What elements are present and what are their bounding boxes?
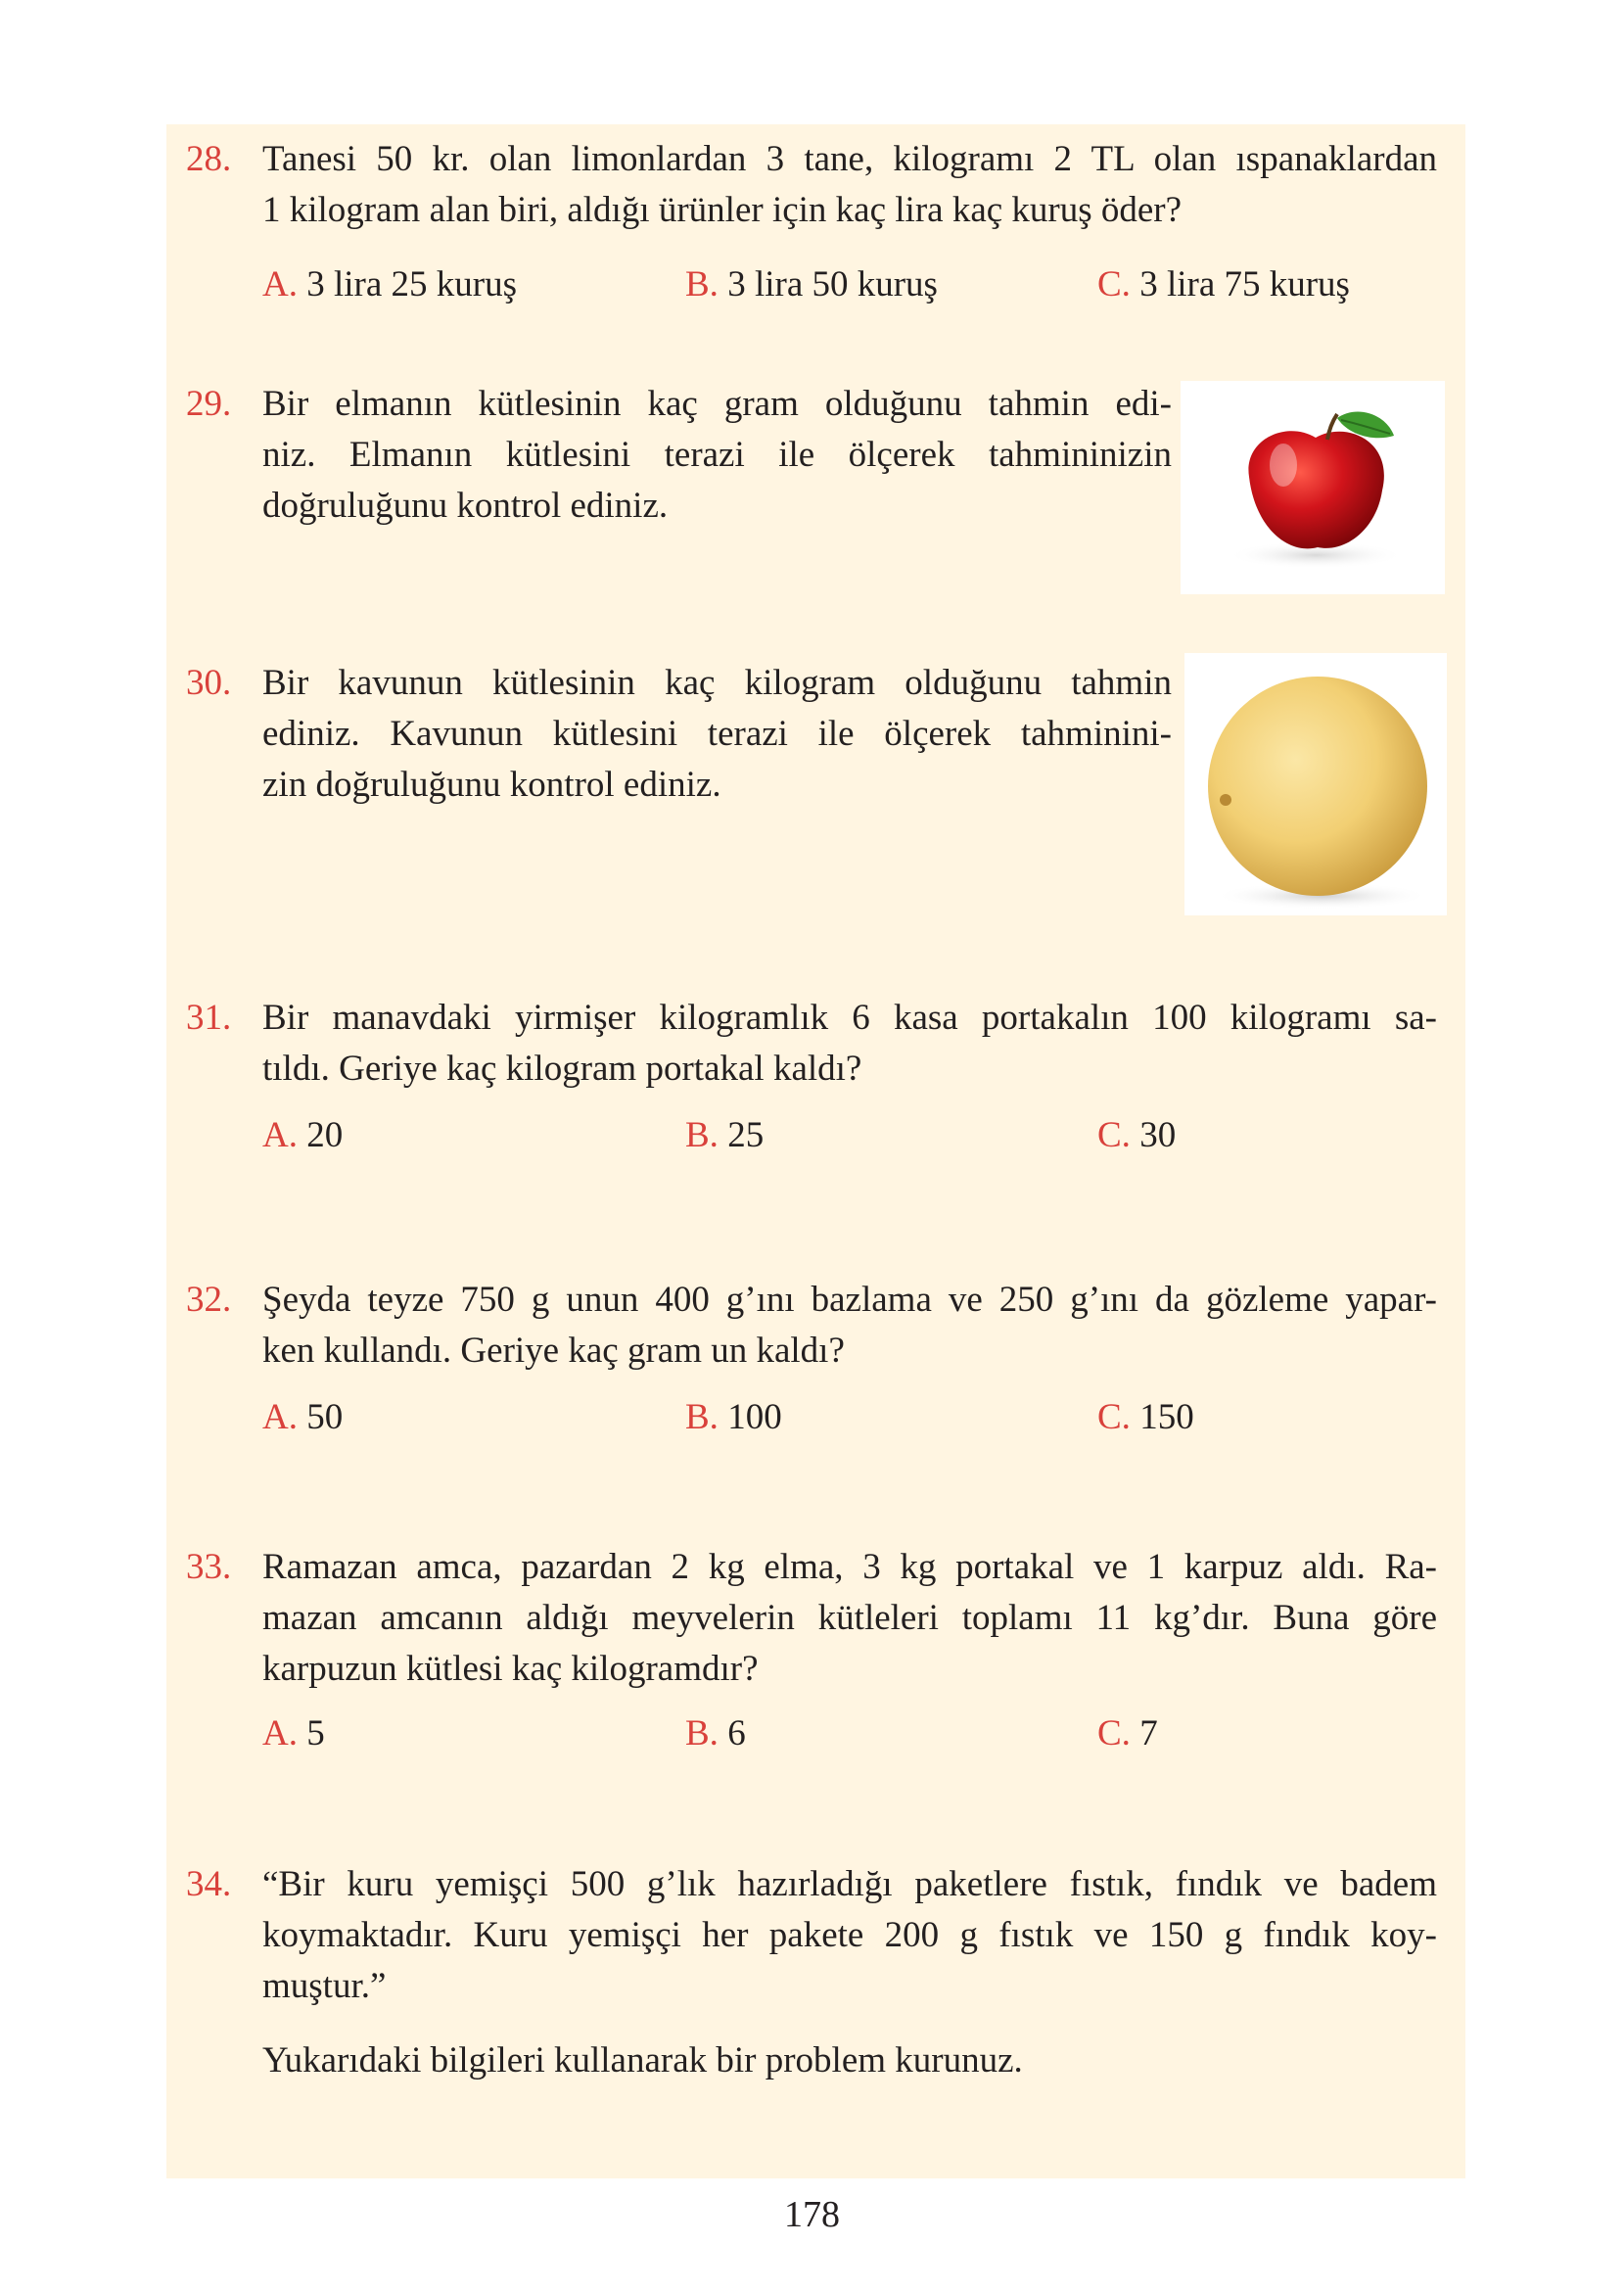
apple-icon <box>1181 381 1445 594</box>
question-line: Bir elmanın kütlesinin kaç gram olduğunu tahmin edi- <box>262 384 1172 424</box>
instruction-text: Yukarıdaki bilgileri kullanarak bir problem kurunuz. <box>262 2040 1023 2081</box>
question-number: 34. <box>186 1864 232 1904</box>
option-b[interactable]: B. 25 <box>685 1115 765 1155</box>
option-c[interactable]: C. 30 <box>1097 1115 1177 1155</box>
question-text <box>262 134 1437 236</box>
question-number: 30. <box>186 663 232 703</box>
option-c[interactable]: C. 150 <box>1097 1397 1194 1437</box>
question-line: koymaktadır. Kuru yemişçi her pakete 200 g fıstık ve 150 g fındık koy- <box>262 1915 1437 1955</box>
question-line: niz. Elmanın kütlesini terazi ile ölçerek tahmininizin <box>262 435 1172 475</box>
question-line: Tanesi 50 kr. olan limonlardan 3 tane, kilogramı 2 TL olan ıspanaklardan <box>262 139 1437 179</box>
question-31 <box>186 993 1459 1159</box>
question-text <box>262 379 1172 532</box>
question-text <box>262 1275 1437 1377</box>
melon-photo <box>1184 653 1447 915</box>
question-text <box>262 1542 1437 1695</box>
question-line: zin doğruluğunu kontrol ediniz. <box>262 765 721 805</box>
question-number: 28. <box>186 139 232 179</box>
question-number: 31. <box>186 998 232 1038</box>
option-b[interactable]: B. 100 <box>685 1397 782 1437</box>
option-a[interactable]: A. 20 <box>262 1115 344 1155</box>
option-a[interactable]: A. 3 lira 25 kuruş <box>262 264 518 304</box>
question-text <box>262 1859 1437 2012</box>
question-line: Şeyda teyze 750 g unun 400 g’ını bazlama ve 250 g’ını da gözleme yapar- <box>262 1280 1437 1320</box>
option-a[interactable]: A. 5 <box>262 1713 325 1753</box>
question-line: tıldı. Geriye kaç kilogram portakal kaldı? <box>262 1049 862 1089</box>
question-number: 29. <box>186 384 232 424</box>
option-c[interactable]: C. 3 lira 75 kuruş <box>1097 264 1350 304</box>
question-line: ken kullandı. Geriye kaç gram un kaldı? <box>262 1331 845 1371</box>
question-28 <box>186 134 1459 304</box>
question-line: Bir manavdaki yirmişer kilogramlık 6 kasa portakalın 100 kilogramı sa- <box>262 998 1437 1038</box>
option-b[interactable]: B. 6 <box>685 1713 746 1753</box>
question-number: 32. <box>186 1280 232 1320</box>
question-text <box>262 993 1437 1095</box>
melon-icon <box>1184 653 1447 915</box>
question-line: mazan amcanın aldığı meyvelerin kütleleri toplamı 11 kg’dır. Buna göre <box>262 1598 1437 1638</box>
question-line: doğruluğunu kontrol ediniz. <box>262 486 669 526</box>
question-34 <box>186 1859 1459 2094</box>
question-32 <box>186 1275 1459 1441</box>
question-33 <box>186 1542 1459 1757</box>
question-line: karpuzun kütlesi kaç kilogramdır? <box>262 1649 759 1689</box>
question-line: ediniz. Kavunun kütlesini terazi ile ölçerek tahminini- <box>262 714 1172 754</box>
exercise-panel <box>166 124 1465 2178</box>
question-text <box>262 658 1172 811</box>
question-line: 1 kilogram alan biri, aldığı ürünler için kaç lira kaç kuruş öder? <box>262 190 1183 230</box>
question-line: Ramazan amca, pazardan 2 kg elma, 3 kg portakal ve 1 karpuz aldı. Ra- <box>262 1547 1437 1587</box>
page-number: 178 <box>784 2194 840 2235</box>
question-number: 33. <box>186 1547 232 1587</box>
option-c[interactable]: C. 7 <box>1097 1713 1158 1753</box>
option-b[interactable]: B. 3 lira 50 kuruş <box>685 264 938 304</box>
question-line: “Bir kuru yemişçi 500 g’lık hazırladığı paketlere fıstık, fındık ve badem <box>262 1864 1437 1904</box>
apple-photo <box>1181 381 1445 594</box>
question-line: muştur.” <box>262 1966 387 2006</box>
option-a[interactable]: A. 50 <box>262 1397 344 1437</box>
question-line: Bir kavunun kütlesinin kaç kilogram olduğunu tahmin <box>262 663 1172 703</box>
